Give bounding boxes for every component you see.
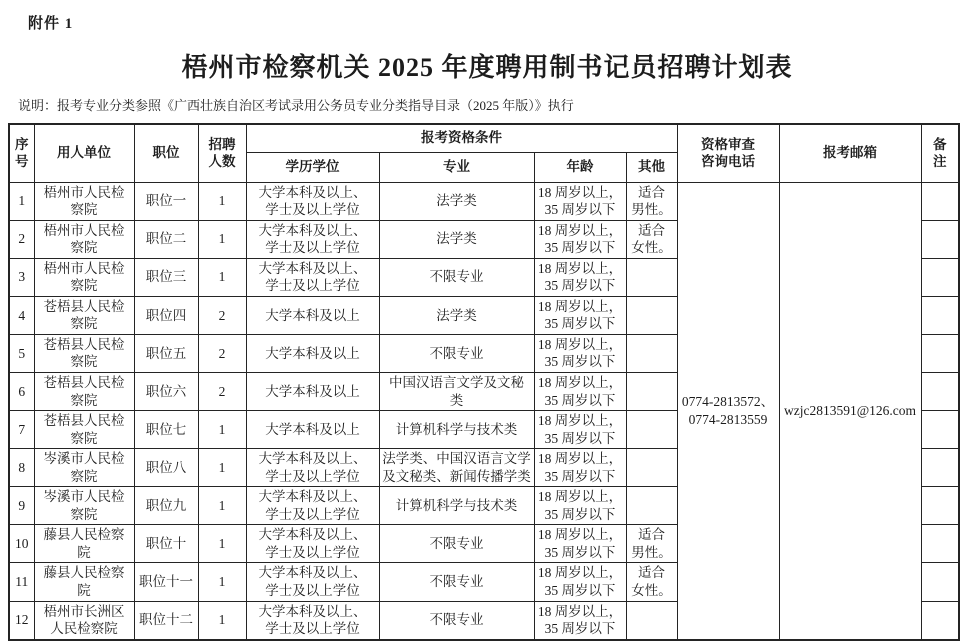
seq-cell: 8 — [9, 449, 34, 487]
employer-cell: 梧州市人民检 察院 — [34, 220, 134, 258]
col-header-other: 其他 — [626, 152, 677, 182]
employer-cell: 岑溪市人民检 察院 — [34, 449, 134, 487]
employer-cell: 藤县人民检察 院 — [34, 525, 134, 563]
age-cell: 18 周岁以上， 35 周岁以下 — [534, 334, 626, 372]
count-cell: 2 — [198, 334, 246, 372]
remark-cell — [921, 601, 959, 640]
count-cell: 1 — [198, 220, 246, 258]
col-header-remark: 备 注 — [921, 124, 959, 182]
count-cell: 1 — [198, 487, 246, 525]
employer-cell: 苍梧县人民检 察院 — [34, 296, 134, 334]
position-cell: 职位九 — [134, 487, 198, 525]
seq-cell: 11 — [9, 563, 34, 601]
col-header-education: 学历学位 — [246, 152, 379, 182]
count-cell: 1 — [198, 563, 246, 601]
other-cell: 适合 女性。 — [626, 563, 677, 601]
education-cell: 大学本科及以上、 学士及以上学位 — [246, 449, 379, 487]
position-cell: 职位三 — [134, 258, 198, 296]
major-cell: 中国汉语言文学及文秘 类 — [379, 372, 534, 410]
remark-cell — [921, 563, 959, 601]
remark-cell — [921, 411, 959, 449]
employer-cell: 苍梧县人民检 察院 — [34, 334, 134, 372]
remark-cell — [921, 449, 959, 487]
major-cell: 不限专业 — [379, 258, 534, 296]
education-cell: 大学本科及以上、 学士及以上学位 — [246, 525, 379, 563]
age-cell: 18 周岁以上， 35 周岁以下 — [534, 449, 626, 487]
employer-cell: 苍梧县人民检 察院 — [34, 411, 134, 449]
position-cell: 职位二 — [134, 220, 198, 258]
major-cell: 不限专业 — [379, 525, 534, 563]
col-header-email: 报考邮箱 — [779, 124, 921, 182]
education-cell: 大学本科及以上、 学士及以上学位 — [246, 601, 379, 640]
position-cell: 职位八 — [134, 449, 198, 487]
col-header-qualification: 报考资格条件 — [246, 124, 677, 152]
count-cell: 1 — [198, 601, 246, 640]
age-cell: 18 周岁以上， 35 周岁以下 — [534, 487, 626, 525]
age-cell: 18 周岁以上， 35 周岁以下 — [534, 411, 626, 449]
table-row — [9, 182, 959, 220]
seq-cell: 4 — [9, 296, 34, 334]
position-cell: 职位十一 — [134, 563, 198, 601]
other-cell — [626, 449, 677, 487]
education-cell: 大学本科及以上、 学士及以上学位 — [246, 220, 379, 258]
employer-cell: 梧州市长洲区 人民检察院 — [34, 601, 134, 640]
major-cell: 不限专业 — [379, 334, 534, 372]
other-cell — [626, 487, 677, 525]
education-cell: 大学本科及以上、 学士及以上学位 — [246, 258, 379, 296]
note-text: 说明：报考专业分类参照《广西壮族自治区考试录用公务员专业分类指导目录（2025 年版）》执行 — [18, 98, 574, 113]
other-cell — [626, 334, 677, 372]
education-cell: 大学本科及以上 — [246, 411, 379, 449]
major-cell: 不限专业 — [379, 601, 534, 640]
other-cell — [626, 411, 677, 449]
education-cell: 大学本科及以上 — [246, 296, 379, 334]
major-cell: 计算机科学与技术类 — [379, 411, 534, 449]
seq-cell: 9 — [9, 487, 34, 525]
phone-cell: 0774-2813572、 0774-2813559 — [677, 182, 779, 640]
count-cell: 1 — [198, 411, 246, 449]
seq-cell: 12 — [9, 601, 34, 640]
age-cell: 18 周岁以上， 35 周岁以下 — [534, 563, 626, 601]
position-cell: 职位一 — [134, 182, 198, 220]
other-cell — [626, 372, 677, 410]
count-cell: 1 — [198, 525, 246, 563]
remark-cell — [921, 487, 959, 525]
remark-cell — [921, 334, 959, 372]
remark-cell — [921, 258, 959, 296]
other-cell: 适合 男性。 — [626, 525, 677, 563]
col-header-major: 专业 — [379, 152, 534, 182]
employer-cell: 岑溪市人民检 察院 — [34, 487, 134, 525]
position-cell: 职位四 — [134, 296, 198, 334]
col-header-seq: 序 号 — [9, 124, 34, 182]
remark-cell — [921, 296, 959, 334]
seq-cell: 5 — [9, 334, 34, 372]
age-cell: 18 周岁以上， 35 周岁以下 — [534, 258, 626, 296]
age-cell: 18 周岁以上， 35 周岁以下 — [534, 372, 626, 410]
count-cell: 1 — [198, 182, 246, 220]
seq-cell: 6 — [9, 372, 34, 410]
employer-cell: 藤县人民检察 院 — [34, 563, 134, 601]
major-cell: 法学类 — [379, 220, 534, 258]
age-cell: 18 周岁以上， 35 周岁以下 — [534, 296, 626, 334]
position-cell: 职位七 — [134, 411, 198, 449]
major-cell: 计算机科学与技术类 — [379, 487, 534, 525]
major-cell: 法学类 — [379, 182, 534, 220]
other-cell — [626, 258, 677, 296]
count-cell: 1 — [198, 449, 246, 487]
age-cell: 18 周岁以上， 35 周岁以下 — [534, 220, 626, 258]
position-cell: 职位十二 — [134, 601, 198, 640]
age-cell: 18 周岁以上， 35 周岁以下 — [534, 601, 626, 640]
employer-cell: 苍梧县人民检 察院 — [34, 372, 134, 410]
position-cell: 职位十 — [134, 525, 198, 563]
other-cell: 适合 男性。 — [626, 182, 677, 220]
attachment-label: 附件 1 — [28, 16, 74, 32]
seq-cell: 10 — [9, 525, 34, 563]
col-header-position: 职位 — [134, 124, 198, 182]
count-cell: 2 — [198, 372, 246, 410]
document-page — [0, 12, 974, 641]
col-header-employer: 用人单位 — [34, 124, 134, 182]
other-cell — [626, 296, 677, 334]
seq-cell: 3 — [9, 258, 34, 296]
col-header-phone: 资格审查 咨询电话 — [677, 124, 779, 182]
major-cell: 不限专业 — [379, 563, 534, 601]
page-title: 梧州市检察机关 2025 年度聘用制书记员招聘计划表 — [181, 53, 793, 82]
other-cell: 适合 女性。 — [626, 220, 677, 258]
recruitment-table — [8, 123, 960, 641]
col-header-count: 招聘 人数 — [198, 124, 246, 182]
major-cell: 法学类 — [379, 296, 534, 334]
remark-cell — [921, 525, 959, 563]
education-cell: 大学本科及以上 — [246, 334, 379, 372]
remark-cell — [921, 372, 959, 410]
other-cell — [626, 601, 677, 640]
email-cell: wzjc2813591@126.com — [779, 182, 921, 640]
age-cell: 18 周岁以上， 35 周岁以下 — [534, 525, 626, 563]
seq-cell: 7 — [9, 411, 34, 449]
position-cell: 职位六 — [134, 372, 198, 410]
seq-cell: 1 — [9, 182, 34, 220]
major-cell: 法学类、中国汉语言文学 及文秘类、新闻传播学类 — [379, 449, 534, 487]
education-cell: 大学本科及以上、 学士及以上学位 — [246, 182, 379, 220]
count-cell: 2 — [198, 296, 246, 334]
remark-cell — [921, 182, 959, 220]
seq-cell: 2 — [9, 220, 34, 258]
education-cell: 大学本科及以上、 学士及以上学位 — [246, 563, 379, 601]
education-cell: 大学本科及以上 — [246, 372, 379, 410]
employer-cell: 梧州市人民检 察院 — [34, 182, 134, 220]
age-cell: 18 周岁以上， 35 周岁以下 — [534, 182, 626, 220]
employer-cell: 梧州市人民检 察院 — [34, 258, 134, 296]
col-header-age: 年龄 — [534, 152, 626, 182]
position-cell: 职位五 — [134, 334, 198, 372]
education-cell: 大学本科及以上、 学士及以上学位 — [246, 487, 379, 525]
remark-cell — [921, 220, 959, 258]
count-cell: 1 — [198, 258, 246, 296]
